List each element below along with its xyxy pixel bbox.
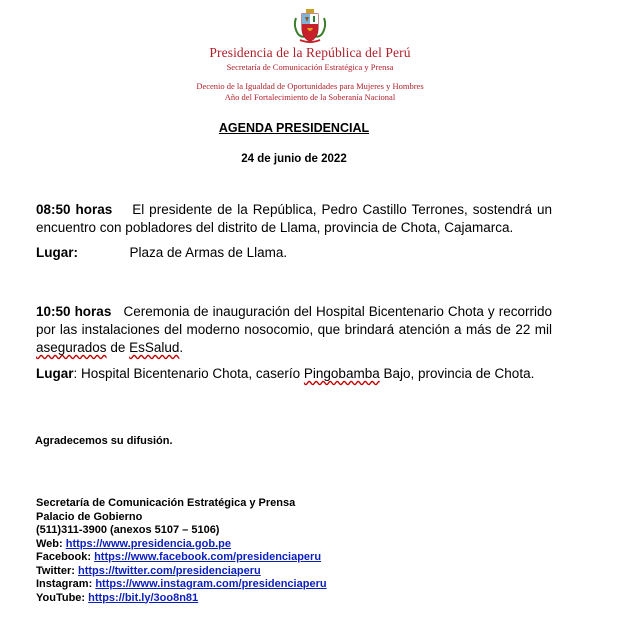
contact-twitter-label: Twitter: xyxy=(36,564,75,577)
agenda-date: 24 de junio de 2022 xyxy=(241,153,347,165)
event-1-description: El presidente de la República, Pedro Castillo Terrones, sostendrá un encuentro con pobladores del distrito de Llama, provincia de Chota, Cajamarca. xyxy=(36,202,552,235)
thanks-note: Agradecemos su difusión. xyxy=(35,435,173,447)
event-2-lugar-value: : Hospital Bicentenario Chota, caserío xyxy=(73,366,301,381)
contact-web-row xyxy=(36,538,327,552)
org-title: Presidencia de la República del Perú xyxy=(209,45,411,60)
contact-phone: (511)311-3900 (anexos 5107 – 5106) xyxy=(36,524,220,536)
contact-web-link[interactable]: https://www.presidencia.gob.pe xyxy=(65,537,231,550)
event-2-description-de: de xyxy=(110,340,126,355)
decade-title: Decenio de la Igualdad de Oportunidades para Mujeres y Hombres xyxy=(196,81,424,91)
letterhead xyxy=(0,8,620,103)
contact-youtube-link[interactable]: https://bit.ly/3oo8n81 xyxy=(88,591,199,604)
event-1-lugar-value: Plaza de Armas de Llama. xyxy=(129,245,288,260)
event-2-lugar xyxy=(36,365,552,383)
contact-facebook-row xyxy=(36,551,327,565)
contact-facebook-link[interactable]: https://www.facebook.com/presidenciaperu xyxy=(94,551,322,563)
contact-instagram-row xyxy=(36,578,327,592)
event-1-time: 08:50 horas xyxy=(36,202,113,217)
peru-coat-of-arms-icon xyxy=(292,8,328,44)
contact-twitter-row xyxy=(36,565,327,579)
contact-block xyxy=(36,497,327,605)
event-1 xyxy=(36,201,552,237)
event-1-lugar-label: Lugar: xyxy=(36,245,78,260)
event-2-description-essalud: EsSalud xyxy=(129,340,180,355)
event-2-lugar-end: Bajo, provincia de Chota. xyxy=(383,366,535,381)
contact-youtube-label: YouTube: xyxy=(36,591,86,604)
contact-instagram-label: Instagram: xyxy=(36,578,93,590)
event-2-lugar-label: Lugar xyxy=(36,366,74,381)
event-2-description-end: . xyxy=(179,340,184,355)
event-2-description-asegurados: asegurados xyxy=(36,340,107,355)
year-title: Año del Fortalecimiento de la Soberanía Nacional xyxy=(224,92,396,102)
page-title: AGENDA PRESIDENCIAL xyxy=(218,121,370,135)
contact-web-label: Web: xyxy=(36,537,63,550)
event-2-time: 10:50 horas xyxy=(36,304,112,319)
event-2-description: Ceremonia de inauguración del Hospital Bicentenario Chota y recorrido por las instalaciones del moderno nosocomio, que brindará atención a más de 22 mil xyxy=(36,304,552,337)
contact-twitter-link[interactable]: https://twitter.com/presidenciaperu xyxy=(77,564,261,577)
org-subtitle: Secretaría de Comunicación Estratégica y Prensa xyxy=(226,62,394,72)
contact-facebook-label: Facebook: xyxy=(36,551,92,563)
event-2-lugar-pingobamba: Pingobamba xyxy=(303,366,380,381)
event-2 xyxy=(36,303,552,357)
contact-office: Secretaría de Comunicación Estratégica y Prensa xyxy=(36,497,296,509)
event-1-lugar xyxy=(36,244,552,262)
contact-youtube-row xyxy=(36,592,327,606)
contact-palace: Palacio de Gobierno xyxy=(36,510,143,523)
contact-instagram-link[interactable]: https://www.instagram.com/presidenciaperu xyxy=(95,578,327,590)
